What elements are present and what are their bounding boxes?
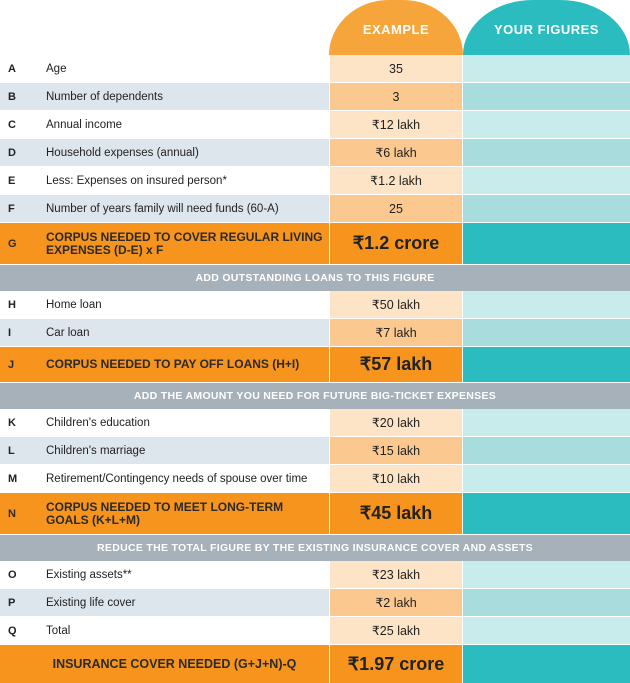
total-value: ₹1.2 crore [329, 223, 463, 264]
row-letter: Q [8, 624, 17, 637]
total-value: ₹45 lakh [329, 493, 463, 534]
section-banner: ADD OUTSTANDING LOANS TO THIS FIGURE [0, 265, 630, 291]
row-letter: O [8, 568, 17, 581]
row-label: Home loan [46, 298, 102, 311]
total-value: ₹57 lakh [329, 347, 463, 382]
row-label: Number of years family will need funds (60-A) [46, 202, 279, 215]
total-label: CORPUS NEEDED TO MEET LONG-TERM GOALS (K+L+M) [46, 499, 284, 527]
table-row [0, 465, 630, 493]
table-header [0, 0, 630, 55]
your-figure-cell[interactable] [463, 561, 630, 588]
table-row [0, 319, 630, 347]
example-value: ₹20 lakh [329, 409, 463, 436]
your-final-cell[interactable] [463, 645, 630, 683]
row-letter: K [8, 416, 16, 429]
total-row-j [0, 347, 630, 383]
table-row [0, 617, 630, 645]
your-figure-cell[interactable] [463, 589, 630, 616]
table-row [0, 111, 630, 139]
row-letter: M [8, 472, 18, 485]
example-value: 25 [329, 195, 463, 222]
table-row [0, 195, 630, 223]
your-total-cell[interactable] [463, 493, 630, 534]
your-figure-cell[interactable] [463, 617, 630, 644]
row-letter: C [8, 118, 16, 131]
your-figure-cell[interactable] [463, 291, 630, 318]
final-label: INSURANCE COVER NEEDED (G+J+N)-Q [52, 657, 297, 671]
example-value: ₹2 lakh [329, 589, 463, 616]
table-row [0, 409, 630, 437]
table-row [0, 83, 630, 111]
row-letter: D [8, 146, 16, 159]
your-figure-cell[interactable] [463, 437, 630, 464]
final-row [0, 645, 630, 683]
table-row [0, 561, 630, 589]
example-value: ₹1.2 lakh [329, 167, 463, 194]
row-letter: H [8, 298, 16, 311]
row-label: Total [46, 624, 71, 637]
table-row [0, 139, 630, 167]
your-figure-cell[interactable] [463, 111, 630, 138]
row-letter: A [8, 62, 16, 75]
your-figure-cell[interactable] [463, 465, 630, 492]
your-total-cell[interactable] [463, 347, 630, 382]
your-figures-header-label: YOUR FIGURES [494, 22, 599, 37]
row-letter: L [8, 444, 15, 457]
row-letter: B [8, 90, 16, 103]
example-value: ₹10 lakh [329, 465, 463, 492]
table-row [0, 167, 630, 195]
row-letter: J [8, 358, 15, 371]
row-label: Retirement/Contingency needs of spouse over time [46, 472, 308, 485]
row-label: Car loan [46, 326, 90, 339]
row-label: Existing assets** [46, 568, 132, 581]
row-letter: N [8, 507, 16, 520]
section-banner: ADD THE AMOUNT YOU NEED FOR FUTURE BIG-TICKET EXPENSES [0, 383, 630, 409]
example-value: 3 [329, 83, 463, 110]
example-value: ₹50 lakh [329, 291, 463, 318]
example-value: ₹15 lakh [329, 437, 463, 464]
example-header-label: EXAMPLE [362, 22, 430, 37]
your-figure-cell[interactable] [463, 409, 630, 436]
row-label: Children's marriage [46, 444, 146, 457]
your-figure-cell[interactable] [463, 139, 630, 166]
section-banner: REDUCE THE TOTAL FIGURE BY THE EXISTING INSURANCE COVER AND ASSETS [0, 535, 630, 561]
row-label: Children's education [46, 416, 150, 429]
example-value: 35 [329, 55, 463, 82]
row-label: Age [46, 62, 67, 75]
row-label: Number of dependents [46, 90, 163, 103]
example-value: ₹7 lakh [329, 319, 463, 346]
final-value: ₹1.97 crore [329, 645, 463, 683]
table-row [0, 589, 630, 617]
row-letter: E [8, 174, 16, 187]
row-label: Existing life cover [46, 596, 136, 609]
total-label: CORPUS NEEDED TO COVER REGULAR LIVING EXPENSES (D-E) x F [46, 229, 323, 257]
total-label: CORPUS NEEDED TO PAY OFF LOANS (H+I) [46, 357, 300, 371]
row-label: Household expenses (annual) [46, 146, 199, 159]
table-row [0, 291, 630, 319]
your-figure-cell[interactable] [463, 319, 630, 346]
your-total-cell[interactable] [463, 223, 630, 264]
row-letter: I [8, 326, 12, 339]
example-value: ₹6 lakh [329, 139, 463, 166]
table-row [0, 55, 630, 83]
your-figures-column-header [463, 0, 630, 55]
example-value: ₹23 lakh [329, 561, 463, 588]
table-row [0, 437, 630, 465]
row-letter: P [8, 596, 16, 609]
example-value: ₹12 lakh [329, 111, 463, 138]
row-label: Annual income [46, 118, 123, 131]
row-letter: G [8, 237, 17, 250]
your-figure-cell[interactable] [463, 55, 630, 82]
total-row-g [0, 223, 630, 265]
your-figure-cell[interactable] [463, 195, 630, 222]
example-column-header [329, 0, 463, 55]
your-figure-cell[interactable] [463, 167, 630, 194]
row-letter: F [8, 202, 15, 215]
example-value: ₹25 lakh [329, 617, 463, 644]
row-label: Less: Expenses on insured person* [46, 174, 227, 187]
your-figure-cell[interactable] [463, 83, 630, 110]
total-row-n [0, 493, 630, 535]
